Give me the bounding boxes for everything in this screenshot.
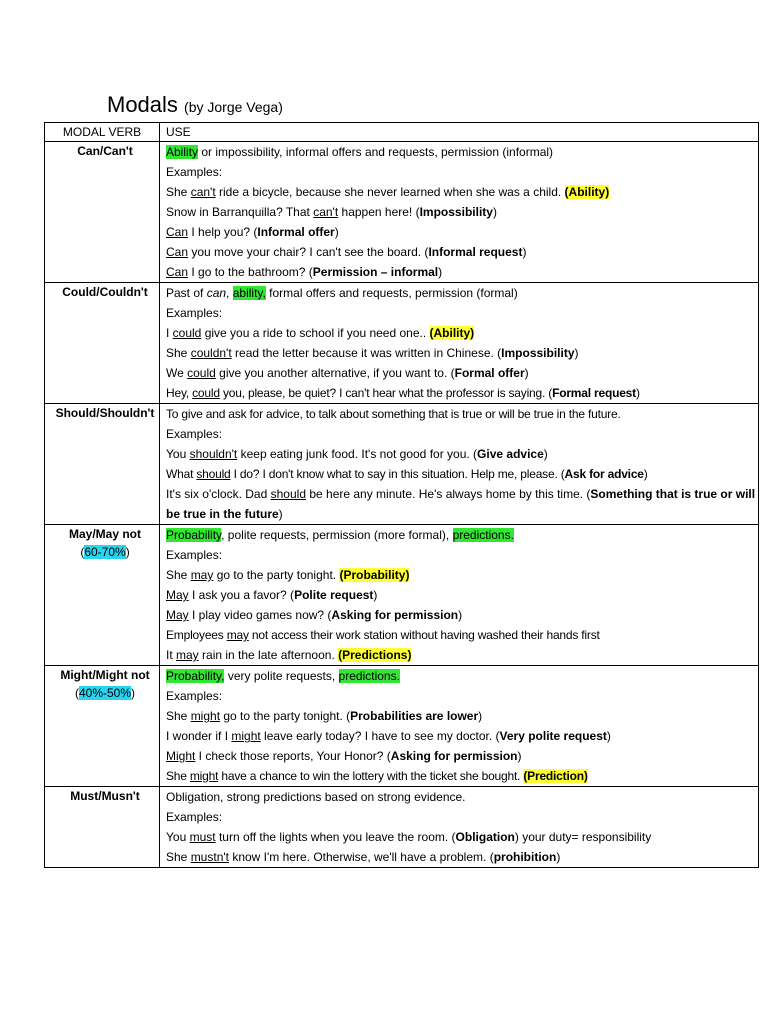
example-sentence: May I ask you a favor? (Polite request) — [166, 588, 378, 602]
example-sentence: It's six o'clock. Dad should be here any minute. He's always home by this time. (Something that is true or will be true in the future) — [166, 487, 756, 521]
examples-label: Examples: — [166, 689, 223, 703]
use-description: Obligation, strong predictions based on strong evidence. — [166, 790, 466, 804]
modal-verb-must: Must/Musn't — [70, 789, 140, 803]
example-sentence: I could give you a ride to school if you need one.. (Ability) — [166, 326, 475, 340]
header-use: USE — [160, 123, 759, 142]
modal-verb-cell — [45, 787, 160, 868]
example-sentence: You shouldn't keep eating junk food. It's not good for you. (Give advice) — [166, 447, 548, 461]
modal-verb-could: Could/Couldn't — [62, 285, 148, 299]
use-cell — [160, 404, 759, 525]
table-row — [45, 787, 759, 868]
example-sentence: Can I go to the bathroom? (Permission – informal) — [166, 265, 443, 279]
examples-label: Examples: — [166, 306, 223, 320]
example-sentence: Can you move your chair? I can't see the board. (Informal request) — [166, 245, 527, 259]
example-sentence: What should I do? I don't know what to say in this situation. Help me, please. (Ask for advice) — [166, 467, 648, 481]
examples-label: Examples: — [166, 810, 223, 824]
title-main: Modals — [107, 92, 178, 117]
example-sentence: It may rain in the late afternoon. (Predictions) — [166, 648, 412, 662]
use-cell — [160, 142, 759, 283]
example-sentence: She couldn't read the letter because it was written in Chinese. (Impossibility) — [166, 346, 579, 360]
table-row — [45, 142, 759, 283]
use-cell — [160, 283, 759, 404]
use-description: To give and ask for advice, to talk about something that is true or will be true in the future. — [166, 407, 621, 421]
title-author: (by Jorge Vega) — [184, 99, 283, 115]
example-sentence: You must turn off the lights when you leave the room. (Obligation) your duty= responsibility — [166, 830, 652, 844]
use-cell — [160, 666, 759, 787]
use-cell — [160, 525, 759, 666]
examples-label: Examples: — [166, 165, 223, 179]
modal-verb-may: May/May not — [68, 527, 141, 541]
probability-range: (40%-50%) — [74, 686, 136, 700]
table-header-row — [45, 123, 759, 142]
document-title — [107, 90, 283, 122]
use-cell — [160, 787, 759, 868]
modal-verb-cell — [45, 666, 160, 787]
modal-verb-cell — [45, 283, 160, 404]
use-description: Ability or impossibility, informal offers and requests, permission (informal) — [166, 145, 554, 159]
probability-range: (60-70%) — [80, 545, 130, 559]
table-row — [45, 283, 759, 404]
example-sentence: She might have a chance to win the lottery with the ticket she bought. (Prediction) — [166, 769, 588, 783]
example-sentence: Might I check those reports, Your Honor? (Asking for permission) — [166, 749, 522, 763]
modal-verb-can: Can/Can't — [77, 144, 133, 158]
modal-verb-might: Might/Might not — [60, 668, 150, 682]
example-sentence: She can't ride a bicycle, because she never learned when she was a child. (Ability) — [166, 185, 610, 199]
examples-label: Examples: — [166, 548, 223, 562]
example-sentence: Snow in Barranquilla? That can't happen here! (Impossibility) — [166, 205, 497, 219]
modal-verb-cell — [45, 525, 160, 666]
use-description: Probability, polite requests, permission (more formal), predictions. — [166, 528, 514, 542]
header-modal-verb: MODAL VERB — [45, 123, 160, 142]
example-sentence: She might go to the party tonight. (Probabilities are lower) — [166, 709, 483, 723]
example-sentence: We could give you another alternative, if you want to. (Formal offer) — [166, 366, 529, 380]
table-row — [45, 404, 759, 525]
example-sentence: She mustn't know I'm here. Otherwise, we'll have a problem. (prohibition) — [166, 850, 561, 864]
example-sentence: May I play video games now? (Asking for permission) — [166, 608, 463, 622]
example-sentence: I wonder if I might leave early today? I have to see my doctor. (Very polite request) — [166, 729, 611, 743]
example-sentence: Can I help you? (Informal offer) — [166, 225, 339, 239]
use-description: Probability, very polite requests, predictions. — [166, 669, 400, 683]
table-row — [45, 525, 759, 666]
example-sentence: Employees may not access their work station without having washed their hands first — [166, 628, 600, 642]
modal-verb-should: Should/Shouldn't — [55, 406, 155, 420]
examples-label: Examples: — [166, 427, 223, 441]
example-sentence: Hey, could you, please, be quiet? I can't hear what the professor is saying. (Formal request) — [166, 386, 640, 400]
table-row — [45, 666, 759, 787]
modal-verb-cell — [45, 142, 160, 283]
modals-table — [44, 122, 759, 868]
use-description: Past of can, ability, formal offers and requests, permission (formal) — [166, 286, 518, 300]
example-sentence: She may go to the party tonight. (Probability) — [166, 568, 410, 582]
modal-verb-cell — [45, 404, 160, 525]
